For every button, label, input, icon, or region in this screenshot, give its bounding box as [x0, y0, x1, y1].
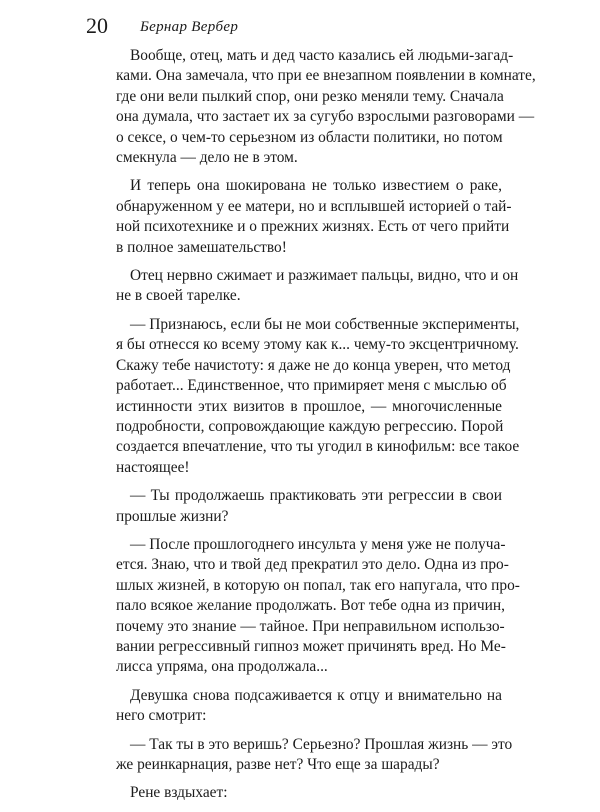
text-line: обнаруженном у ее матери, но и всплывшей историей о тай- [116, 197, 512, 215]
text-line: прошлые жизни? [116, 507, 229, 525]
text-line: лисса упряма, она продолжала... [116, 658, 328, 676]
text-line: не в своей тарелке. [116, 287, 241, 305]
paragraph [116, 783, 502, 803]
text-line: в полное замешательство! [116, 238, 287, 256]
paragraph [116, 315, 520, 478]
text-line: шлых жизней, в которую он попал, так его напугала, что про- [116, 576, 520, 594]
paragraph [116, 486, 502, 527]
text-line: она думала, что застает их за сугубо взрослыми разговорами — [116, 108, 535, 126]
text-line: почему это знание — тайное. При неправильном использо- [116, 617, 505, 635]
page-number: 20 [86, 13, 108, 38]
text-line: настоящее! [116, 458, 190, 476]
text-line: Девушка снова подсаживается к отцу и внимательно на [130, 686, 502, 704]
text-line: ется. Знаю, что и твой дед прекратил это дело. Одна из про- [116, 556, 509, 574]
text-line: ной психотехнике и о прежних жизнях. Есть от чего прийти [116, 218, 510, 236]
text-line: подробности, сопровождающие каждую регрессию. Порой [116, 417, 504, 435]
text-line: И теперь она шокирована не только известием о раке, [130, 177, 502, 195]
text-line: — Так ты в это веришь? Серьезно? Прошлая жизнь — это [130, 735, 513, 753]
text-line: создается впечатление, что ты угодил в кинофильм: все такое [116, 438, 520, 456]
paragraph [116, 686, 502, 727]
text-line: него смотрит: [116, 707, 207, 725]
text-line: Вообще, отец, мать и дед часто казались ей людьми-загад- [130, 47, 514, 64]
paragraph [116, 535, 520, 678]
text-line: Рене вздыхает: [130, 784, 228, 802]
text-body [116, 46, 536, 812]
text-line: работает... Единственное, что примиряет меня с мыслью об [116, 377, 507, 395]
text-line: пало всякое желание продолжать. Вот тебе одна из причин, [116, 597, 505, 615]
paragraph [116, 46, 536, 168]
paragraph [116, 735, 513, 776]
text-line: — После прошлогоднего инсульта у меня уже не получа- [130, 535, 506, 553]
text-line: где они вели пылкий спор, они резко меняли тему. Сначала [116, 87, 504, 105]
text-line: Скажу тебе начистоту: я даже не до конца уверен, что метод [116, 356, 511, 374]
text-line: ками. Она замечала, что при ее внезапном появлении в комнате, [116, 67, 536, 85]
paragraph [116, 266, 519, 307]
text-line: же реинкарнация, разве нет? Что еще за шарады? [116, 756, 440, 773]
text-line: — Ты продолжаешь практиковать эти регрессии в свои [130, 487, 502, 505]
text-line: о сексе, о чем-то серьезном из области политики, но потом [116, 128, 503, 146]
text-line: — Признаюсь, если бы не мои собственные эксперименты, [130, 315, 520, 333]
text-line: вании регрессивный гипноз может причинять вред. Но Ме- [116, 637, 506, 655]
text-line: Отец нервно сжимает и разжимает пальцы, видно, что и он [130, 267, 519, 285]
text-line: смекнула — дело не в этом. [116, 149, 298, 167]
text-line: я бы отнесся ко всему этому как к... чему-то эксцентричному. [116, 336, 519, 354]
paragraph [116, 176, 512, 258]
text-line: истинности этих визитов в прошлое, — многочисленные [116, 397, 502, 415]
running-head-author: Бернар Вербер [140, 19, 239, 35]
